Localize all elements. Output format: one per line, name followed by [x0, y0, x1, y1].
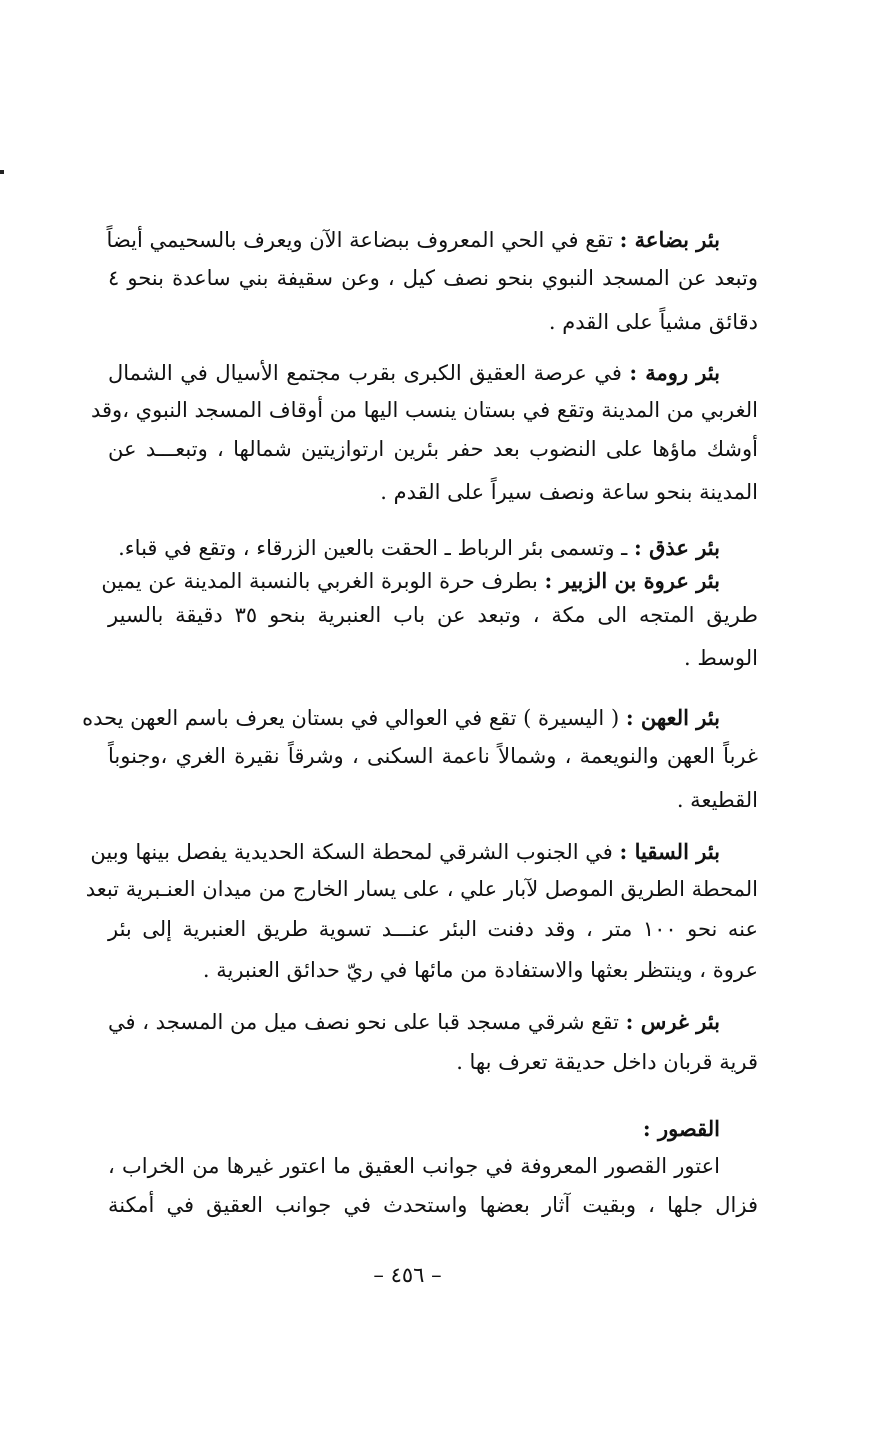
paragraph-line — [108, 434, 758, 464]
paragraph-line — [108, 477, 758, 507]
paragraph-line — [108, 741, 758, 771]
entry-text: أوشك ماؤها على النضوب بعد حفر بئرين ارتوازيتين شمالها ، وتبعـــد عن — [108, 437, 758, 461]
page-number: – ٤٥٦ – — [373, 1263, 442, 1287]
entry-title: بئر بضاعة : — [619, 227, 720, 252]
entry-text: تقع شرقي مسجد قبا على نحو نصف ميل من المسجد ، في — [108, 1010, 619, 1034]
paragraph-line — [108, 914, 758, 944]
entry-text: في الجنوب الشرقي لمحطة السكة الحديدية يفصل بينها وبين — [90, 840, 613, 864]
entry-text: ( اليسيرة ) تقع في العوالي في بستان يعرف باسم العهن يحده — [82, 706, 620, 730]
paragraph-line — [91, 395, 758, 425]
section-heading: القصور : — [642, 1116, 720, 1141]
entry-text: قرية قربان داخل حديقة تعرف بها . — [456, 1050, 758, 1074]
entry-title: بئر رومة : — [629, 360, 720, 385]
entry-text: عنه نحو ١٠٠ متر ، وقد دفنت البئر عنـــد تسوية طريق العنبرية إلى بئر — [108, 917, 758, 941]
entry-text: عروة ، وينتظر بعثها والاستفادة من مائها في ريّ حدائق العنبرية . — [202, 958, 758, 982]
paragraph-line — [108, 1047, 758, 1077]
entry-text: طريق المتجه الى مكة ، وتبعد عن باب العنبرية بنحو ٣٥ دقيقة بالسير — [108, 603, 759, 627]
paragraph-line — [82, 703, 758, 733]
entry-text: المدينة بنحو ساعة ونصف سيراً على القدم . — [380, 480, 758, 504]
paragraph-line — [108, 307, 758, 337]
paragraph-line — [85, 874, 758, 904]
paragraph-line — [108, 643, 758, 673]
entry-text: غرباً العهن والنويعمة ، وشمالاً ناعمة السكنى ، وشرقاً نقيرة الغري ،وجنوباً — [108, 744, 758, 768]
entry-text: المحطة الطريق الموصل لآبار علي ، على يسار الخارج من ميدان العنـبرية تبعد — [85, 877, 758, 901]
entry-text: في عرصة العقيق الكبرى بقرب مجتمع الأسيال في الشمال — [108, 361, 622, 385]
paragraph-line — [108, 225, 758, 255]
paragraph-line — [108, 600, 758, 630]
paragraph-line — [108, 358, 758, 388]
entry-title: بئر العهن : — [625, 705, 720, 730]
entry-text: ـ وتسمى بئر الرباط ـ الحقت بالعين الزرقاء ، وتقع في قباء. — [118, 536, 628, 560]
paragraph-line — [108, 1007, 758, 1037]
entry-title: بئر عروة بن الزبير : — [544, 568, 720, 593]
entry-title: بئر غرس : — [625, 1009, 720, 1034]
paragraph-line — [108, 955, 758, 985]
entry-text: وتبعد عن المسجد النبوي بنحو نصف كيل ، وعن سقيفة بني ساعدة بنحو ٤ — [108, 266, 758, 290]
entry-text: تقع في الحي المعروف ببضاعة الآن ويعرف بالسحيمي أيضاً — [106, 228, 613, 252]
entry-title: بئر عذق : — [634, 535, 720, 560]
section-line: فزال جلها ، وبقيت آثار بعضها واستحدث في جوانب العقيق في أمكنة — [108, 1193, 758, 1217]
paragraph-line — [108, 263, 758, 293]
entry-text: الغربي من المدينة وتقع في بستان ينسب اليها من أوقاف المسجد النبوي ،وقد — [91, 398, 758, 422]
paragraph-line — [108, 785, 758, 815]
paragraph-line — [90, 837, 758, 867]
entry-text: الوسط . — [684, 646, 758, 670]
entry-text: القطيعة . — [676, 788, 758, 812]
paragraph-line — [101, 566, 758, 596]
section-line: اعتور القصور المعروفة في جوانب العقيق ما اعتور غيرها من الخراب ، — [108, 1154, 720, 1178]
paragraph-line — [108, 533, 758, 563]
scan-speck — [0, 170, 4, 174]
entry-text: بطرف حرة الوبرة الغربي بالنسبة المدينة عن يمين — [101, 569, 538, 593]
entry-title: بئر السقيا : — [619, 839, 720, 864]
entry-text: دقائق مشياً على القدم . — [548, 310, 758, 334]
